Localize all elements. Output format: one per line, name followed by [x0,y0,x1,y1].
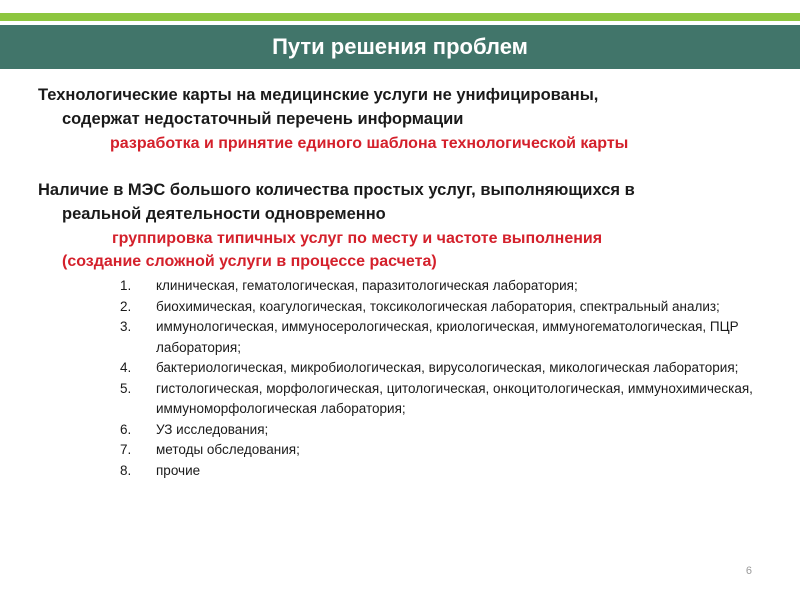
problem2-solution-line1: группировка типичных услуг по месту и частоте выполнения [112,230,603,247]
problem2-line1: Наличие в МЭС большого количества простых услуг, выполняющихся в [38,181,635,199]
list-item-number: 7. [120,442,132,457]
list-item [120,440,760,461]
list-item-text: методы обследования; [156,442,300,457]
accent-stripe [0,13,800,21]
problem1-line1: Технологические карты на медицинские услуги не унифицированы, [38,86,599,104]
list-item-number: 6. [120,421,132,437]
list-item-text: гистологическая, морфологическая, цитологическая, онкоцитологическая, иммунохимическая, иммуноморфологическая лаборатория; [156,380,753,416]
list-item-text: иммунологическая, иммуносерологическая, криологическая, иммуногематологическая, ПЦР лаборатория; [156,319,739,355]
list-item [120,317,760,358]
problem2-line2: реальной деятельности одновременно [62,205,386,223]
list-item-text: прочие [156,462,201,478]
title-bar [0,25,800,69]
list-item-text: биохимическая, коагулогическая, токсикологическая лаборатория, спектральный анализ; [156,298,720,314]
list-item-number: 2. [120,298,132,314]
list-item [120,297,760,318]
list-item [120,420,760,441]
service-group-list [120,276,760,481]
list-item [120,379,760,420]
list-item [120,461,760,482]
list-item-number: 8. [120,462,132,478]
list-item-number: 5. [120,380,132,396]
list-item [120,358,760,379]
list-item-text: бактериологическая, микробиологическая, вирусологическая, микологическая лаборатория; [156,360,739,375]
list-item [120,276,760,297]
slide-title: Пути решения проблем [272,34,528,59]
page-number: 6 [745,565,752,577]
list-item-number: 1. [120,278,132,293]
problem1-line2: содержат недостаточный перечень информации [62,110,464,128]
list-item-text: клиническая, гематологическая, паразитологическая лаборатория; [156,278,578,293]
problem2-solution-line2: (создание сложной услуги в процессе расчета) [62,253,437,270]
list-item-number: 3. [120,319,132,334]
list-item-number: 4. [120,360,132,375]
list-item-text: УЗ исследования; [156,421,269,437]
problem1-solution: разработка и принятие единого шаблона технологической карты [110,135,629,152]
